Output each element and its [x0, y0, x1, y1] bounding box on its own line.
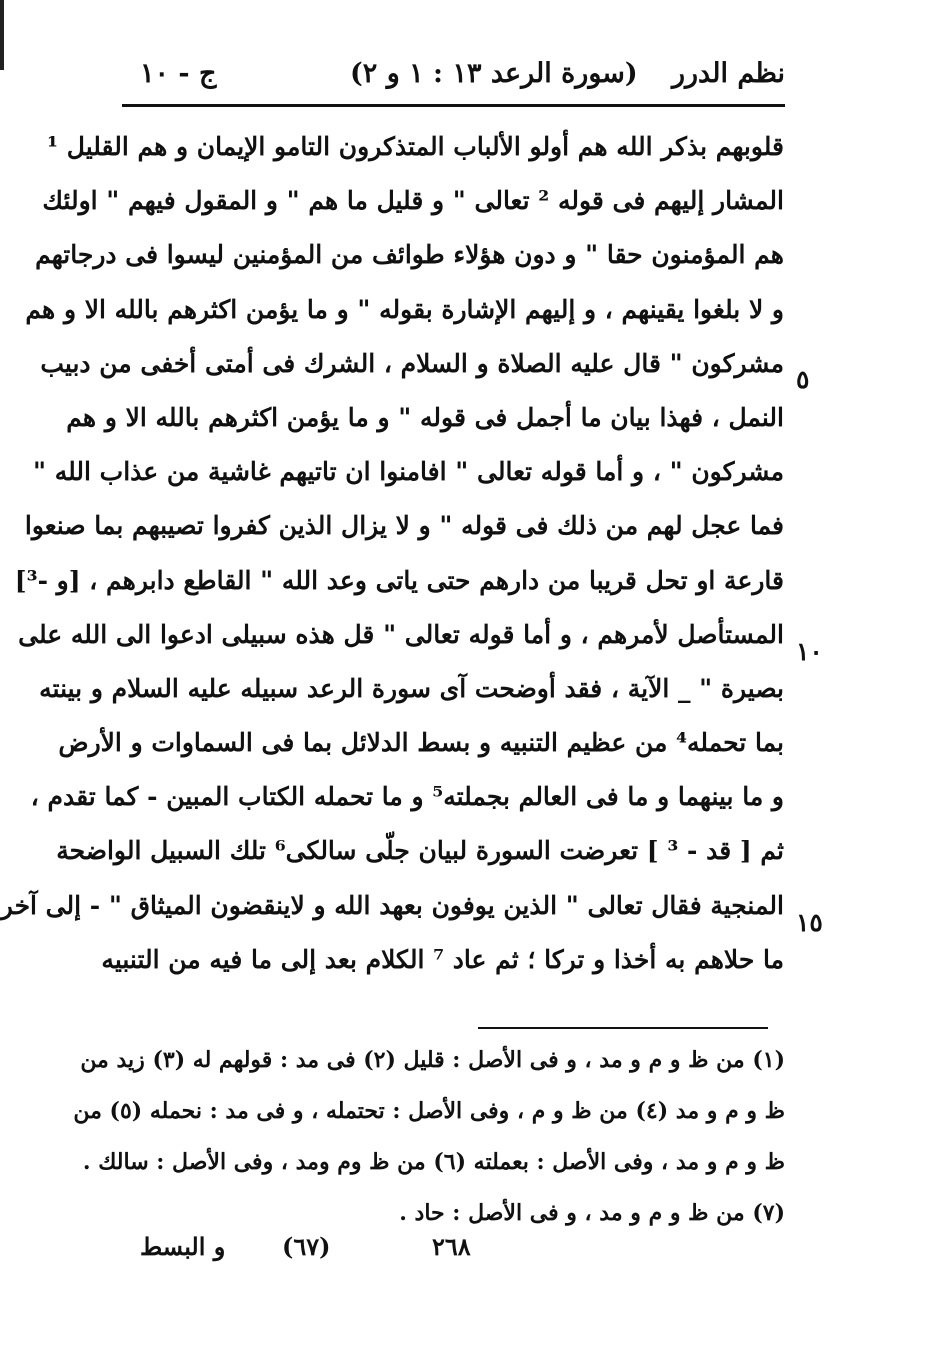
- text-line: مشركون " ، و أما قوله تعالى " افامنوا ان تاتيهم غاشية من عذاب الله ": [33, 457, 784, 487]
- text-line: و لا بلغوا يقينهم ، و إليهم الإشارة بقوله " و ما يؤمن اكثرهم بالله الا و هم: [25, 294, 784, 324]
- main-text: [0, 120, 784, 987]
- line-number-10: ١٠: [796, 637, 823, 666]
- text-line: و ما بينهما و ما فى العالم بجملته⁵ و ما تحمله الكتاب المبين - كما تقدم ،: [30, 782, 784, 812]
- surah-reference: (سورة الرعد ١٣ : ١ و ٢): [350, 58, 638, 89]
- text-line: المشار إليهم فى قوله ² تعالى " و قليل ما هم " و المقول فيهم " اولئك: [42, 186, 784, 216]
- text-line: مشركون " قال عليه الصلاة و السلام ، الشرك فى أمتى أخفى من دبيب: [40, 348, 784, 378]
- text-line: النمل ، فهذا بيان ما أجمل فى قوله " و ما يؤمن اكثرهم بالله الا و هم: [66, 402, 784, 432]
- original-page-number: (٦٧): [282, 1232, 331, 1261]
- line-number-15: ١٥: [796, 908, 823, 937]
- footnote-line: (٧) من ظ و م و مد ، و فى الأصل : حاد .: [399, 1200, 785, 1226]
- running-title: نظم الدرر: [671, 58, 785, 89]
- text-line: المنجية فقال تعالى " الذين يوفون بعهد الله و لاينقضون الميثاق " - إلى آخر: [0, 890, 784, 920]
- page-header: [130, 58, 785, 98]
- header-rule: [122, 104, 785, 107]
- text-line: بما تحمله⁴ من عظيم التنبيه و بسط الدلائل بما فى السماوات و الأرض: [58, 728, 784, 758]
- volume-number: ج - ١٠: [140, 58, 217, 89]
- line-number-5: ٥: [796, 365, 810, 394]
- footnote-rule: [478, 1027, 768, 1029]
- page-number: ٢٦٨: [432, 1232, 471, 1261]
- text-line: ما حلاهم به أخذا و تركا ؛ ثم عاد ⁷ الكلام بعد إلى ما فيه من التنبيه: [101, 944, 784, 974]
- footnote-line: ظ و م و مد (٤) من ظ و م ، وفى الأصل : تحتمله ، و فى مد : نحمله (٥) من: [73, 1098, 785, 1124]
- page-edge-mark: [0, 0, 4, 70]
- text-line: ثم [ قد - ³ ] تعرضت السورة لبيان جلّى سالكى⁶ تلك السبيل الواضحة: [56, 836, 784, 866]
- text-line: قارعة او تحل قريبا من دارهم حتى ياتى وعد الله " القاطع دابرهم ، [و -³]: [14, 565, 784, 595]
- text-line: بصيرة " _ الآية ، فقد أوضحت آى سورة الرعد سبيله عليه السلام و بينته: [39, 673, 784, 703]
- catchword: و البسط: [140, 1232, 226, 1261]
- text-line: قلوبهم بذكر الله هم أولو الألباب المتذكرون التامو الإيمان و هم القليل ¹: [47, 132, 784, 161]
- text-line: المستأصل لأمرهم ، و أما قوله تعالى " قل هذه سبيلى ادعوا الى الله على: [18, 619, 784, 649]
- text-line: هم المؤمنون حقا " و دون هؤلاء طوائف من المؤمنين ليسوا فى درجاتهم: [35, 240, 784, 270]
- text-line: فما عجل لهم من ذلك فى قوله " و لا يزال الذين كفروا تصيبهم بما صنعوا: [24, 511, 784, 541]
- footnote-line: (١) من ظ و م و مد ، و فى الأصل : قليل (٢) فى مد : قولهم له (٣) زيد من: [80, 1047, 785, 1073]
- footnotes: [73, 1035, 785, 1239]
- footnote-line: ظ و م و مد ، وفى الأصل : بعملته (٦) من ظ وم ومد ، وفى الأصل : سالك .: [82, 1149, 785, 1175]
